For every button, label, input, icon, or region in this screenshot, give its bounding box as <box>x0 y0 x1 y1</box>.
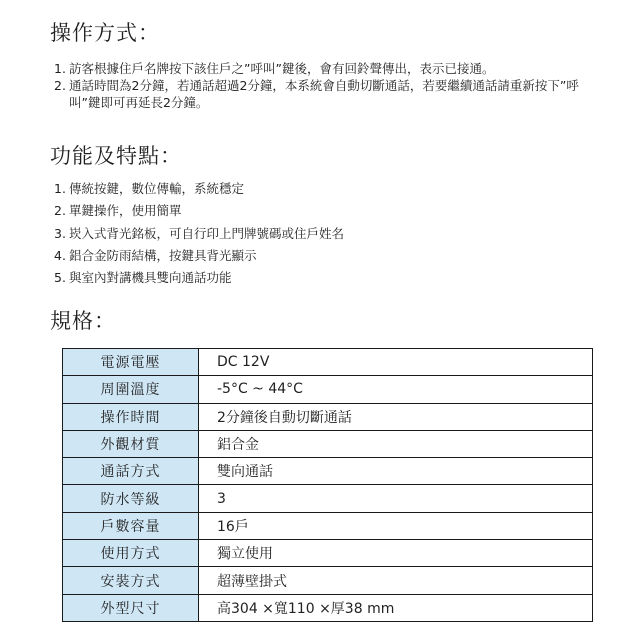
list-item-number: 1. <box>54 61 66 76</box>
specs-title: 規格： <box>50 309 116 333</box>
list-item <box>54 245 594 267</box>
list-item-number: 5. <box>54 270 66 286</box>
features-title: 功能及特點： <box>50 144 182 168</box>
spec-key: 戶數容量 <box>63 512 199 539</box>
table-row <box>63 540 593 567</box>
spec-key: 安裝方式 <box>63 567 199 594</box>
table-row <box>63 403 593 430</box>
spec-value: 3 <box>199 485 593 512</box>
table-row <box>63 376 593 403</box>
list-item <box>54 223 594 245</box>
spec-key: 外觀材質 <box>63 430 199 457</box>
list-item-text: 與室內對講機具雙向通話功能 <box>69 270 232 286</box>
spec-key: 外型尺寸 <box>63 594 199 621</box>
list-item-text: 單鍵操作，使用簡單 <box>69 203 182 219</box>
spec-key: 使用方式 <box>63 540 199 567</box>
operation-list <box>54 60 594 111</box>
list-item-text: 傳統按鍵，數位傳輸，系統穩定 <box>69 181 245 196</box>
spec-value: 16戶 <box>199 512 593 539</box>
table-row <box>63 594 593 621</box>
spec-key: 周圍溫度 <box>63 376 199 403</box>
list-item <box>54 60 594 77</box>
spec-table <box>62 348 593 622</box>
spec-value: 超薄壁掛式 <box>199 567 593 594</box>
list-item-number: 4. <box>54 247 66 263</box>
list-item <box>54 267 594 289</box>
list-item <box>54 77 594 111</box>
spec-value: 鋁合金 <box>199 430 593 457</box>
table-row <box>63 512 593 539</box>
list-item <box>54 200 594 222</box>
table-row <box>63 485 593 512</box>
list-item <box>54 178 594 200</box>
list-item-number: 2. <box>54 203 66 219</box>
table-row <box>63 458 593 485</box>
spec-key: 通話方式 <box>63 458 199 485</box>
spec-value: 獨立使用 <box>199 540 593 567</box>
spec-key: 電源電壓 <box>63 349 199 376</box>
spec-value: DC 12V <box>199 349 593 376</box>
list-item-number: 1. <box>54 181 66 196</box>
spec-key: 防水等級 <box>63 485 199 512</box>
list-item-text: 通話時間為2分鐘，若通話超過2分鐘，本系統會自動切斷通話，若要繼續通話請重新按下”呼叫”鍵即可再延長2分鐘。 <box>69 78 579 110</box>
list-item-text: 崁入式背光銘板，可自行印上門牌號碼或住戶姓名 <box>69 225 345 241</box>
spec-key: 操作時間 <box>63 403 199 430</box>
table-row <box>63 349 593 376</box>
features-list <box>54 178 594 289</box>
list-item-text: 鋁合金防雨結構，按鍵具背光顯示 <box>69 247 257 263</box>
spec-value: 2分鐘後自動切斷通話 <box>199 403 593 430</box>
table-row <box>63 567 593 594</box>
spec-value: -5°C ~ 44°C <box>199 376 593 403</box>
spec-value: 高304 ×寬110 ×厚38 mm <box>199 594 593 621</box>
list-item-number: 2. <box>54 78 66 93</box>
list-item-number: 3. <box>54 225 66 241</box>
table-row <box>63 430 593 457</box>
spec-value: 雙向通話 <box>199 458 593 485</box>
operation-title: 操作方式： <box>50 21 160 45</box>
list-item-text: 訪客根據住戶名牌按下該住戶之”呼叫”鍵後，會有回鈴聲傳出，表示已接通。 <box>69 61 495 76</box>
